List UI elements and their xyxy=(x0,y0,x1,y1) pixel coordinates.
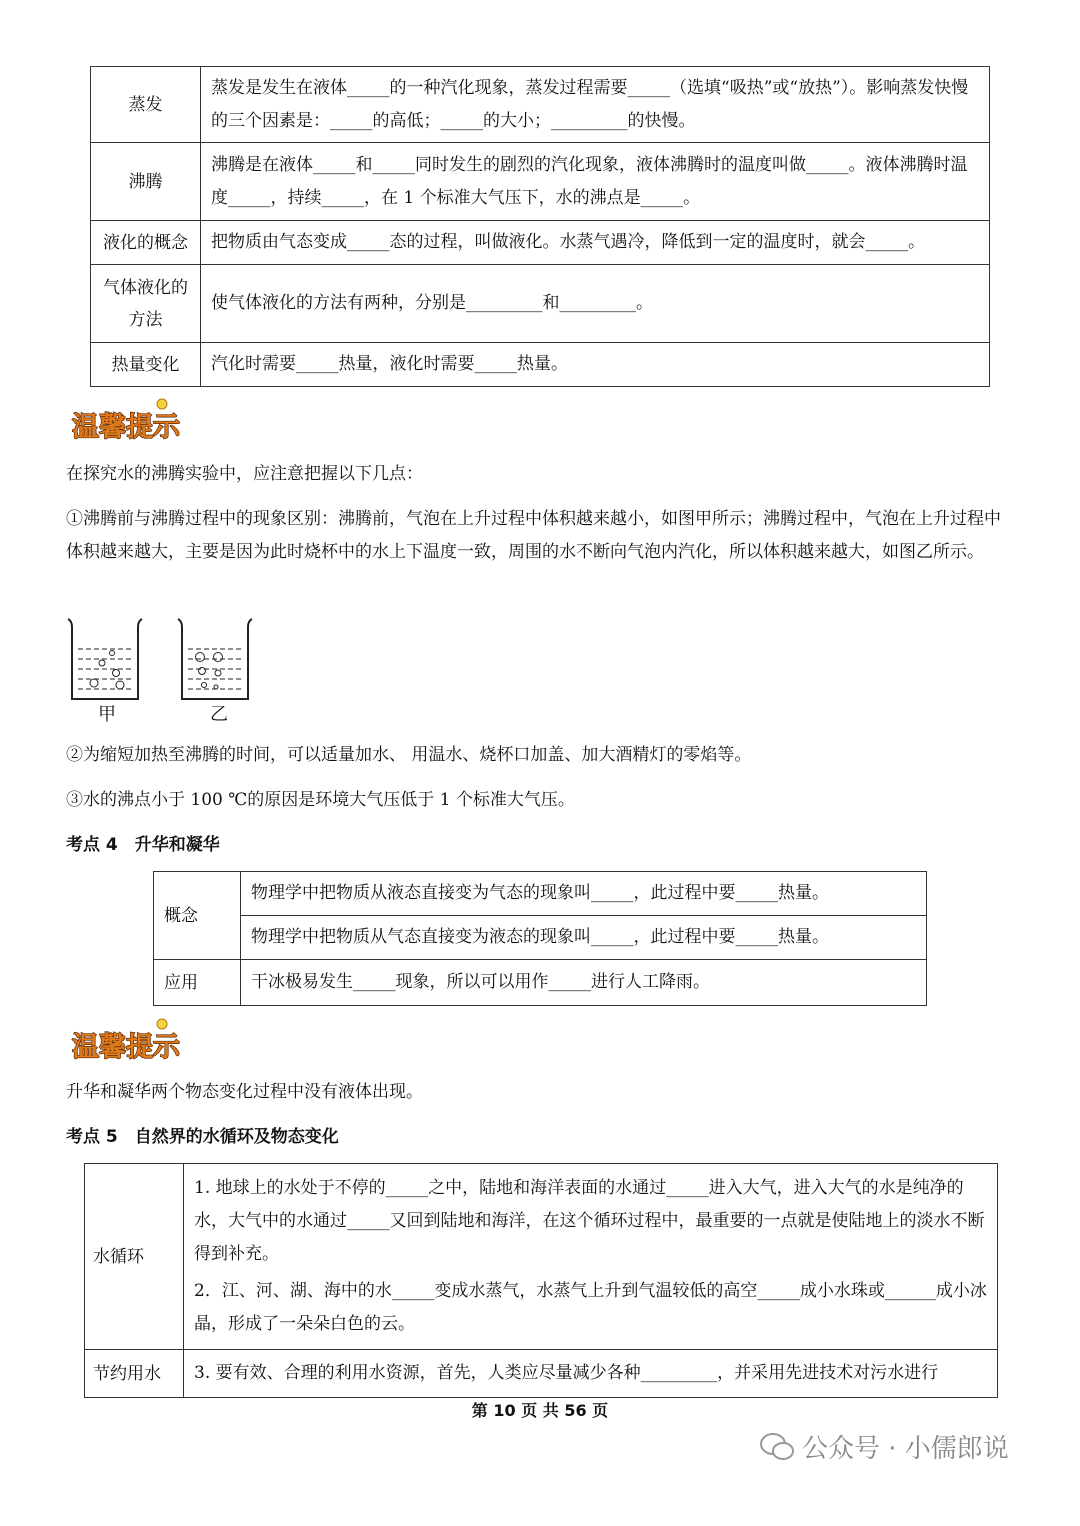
tip1-intro: 在探究水的沸腾实验中，应注意把握以下几点： xyxy=(66,464,423,484)
row-label: 沸腾 xyxy=(91,143,201,221)
row-content: 使气体液化的方法有两种，分别是_________和_________。 xyxy=(201,265,990,343)
evaporation-boiling-table xyxy=(90,66,990,387)
tip2-text: 升华和凝华两个物态变化过程中没有液体出现。 xyxy=(66,1082,423,1102)
row-label: 热量变化 xyxy=(91,343,201,387)
row-content: 蒸发是发生在液体_____的一种汽化现象，蒸发过程需要_____（选填“吸热”或“放热”）。影响蒸发快慢的三个因素是：_____的高低；_____的大小；_________的快慢。 xyxy=(201,67,990,143)
concept-sublimation: 物理学中把物质从液态直接变为气态的现象叫_____，此过程中要_____热量。 xyxy=(241,872,927,916)
water-cycle-point-1: 1. 地球上的水处于不停的_____之中，陆地和海洋表面的水通过_____进入大气，进入大气的水是纯净的水，大气中的水通过_____又回到陆地和海洋，在这个循环过程中，最重要的一点就是使陆地上的淡水不断得到补充。 xyxy=(194,1178,985,1264)
section-4-heading: 考点 4 升华和凝华 xyxy=(66,835,220,855)
water-cycle-label: 水循环 xyxy=(85,1164,184,1350)
table-row xyxy=(91,67,990,143)
lightbulb-icon xyxy=(157,399,167,409)
row-content: 沸腾是在液体_____和_____同时发生的剧烈的汽化现象，液体沸腾时的温度叫做_____。液体沸腾时温度_____，持续_____，在 1 个标准大气压下，水的沸点是_____。 xyxy=(201,143,990,221)
row-label: 气体液化的方法 xyxy=(91,265,201,343)
concept-deposition: 物理学中把物质从气态直接变为液态的现象叫_____，此过程中要_____热量。 xyxy=(241,916,927,960)
tip1-point-2: ②为缩短加热至沸腾的时间，可以适量加水、 用温水、烧杯口加盖、加大酒精灯的零焰等。 xyxy=(66,745,752,765)
table-row xyxy=(91,221,990,265)
row-label: 蒸发 xyxy=(91,67,201,143)
tip1-point-1: ①沸腾前与沸腾过程中的现象区别：沸腾前，气泡在上升过程中体积越来越小，如图甲所示；沸腾过程中，气泡在上升过程中体积越来越大，主要是因为此时烧杯中的水上下温度一致，周围的水不断向气泡内汽化，所以体积越来越大，如图乙所示。 xyxy=(66,509,1001,562)
save-water-label: 节约用水 xyxy=(85,1350,184,1398)
lightbulb-icon xyxy=(157,1019,167,1029)
water-cycle-point-2: 2．江、河、湖、海中的水_____变成水蒸气，水蒸气上升到气温较低的高空_____成小水珠或______成小冰晶，形成了一朵朵白色的云。 xyxy=(194,1281,987,1334)
watermark-text: 公众号 · 小儒郎说 xyxy=(802,1434,1009,1464)
sublimation-table xyxy=(153,871,927,1006)
figure-a-caption: 甲 xyxy=(98,704,116,725)
table-row xyxy=(91,143,990,221)
row-content: 把物质由气态变成_____态的过程，叫做液化。水蒸气遇冷，降低到一定的温度时，就会_____。 xyxy=(201,221,990,265)
section-5-heading: 考点 5 自然界的水循环及物态变化 xyxy=(66,1127,339,1147)
table-row xyxy=(154,872,927,916)
watermark xyxy=(760,1428,1009,1465)
save-water-point: 3. 要有效、合理的利用水资源，首先，人类应尽量减少各种_________，并采用先进技术对污水进行 xyxy=(184,1350,998,1398)
table-row xyxy=(91,265,990,343)
beaker-figure-b xyxy=(174,615,254,703)
concept-label: 概念 xyxy=(154,872,241,960)
beaker-figure-a xyxy=(64,615,144,703)
warm-tip-logo xyxy=(70,1018,190,1064)
wechat-icon xyxy=(760,1432,794,1462)
application-content: 干冰极易发生_____现象，所以可以用作_____进行人工降雨。 xyxy=(241,960,927,1006)
warm-tip-logo xyxy=(70,398,190,444)
table-row xyxy=(85,1350,998,1398)
row-label: 液化的概念 xyxy=(91,221,201,265)
warm-tip-label: 温馨提示 xyxy=(72,412,180,443)
page-footer: 第 10 页 共 56 页 xyxy=(471,1401,609,1420)
table-row xyxy=(154,960,927,1006)
table-row xyxy=(91,343,990,387)
application-label: 应用 xyxy=(154,960,241,1006)
water-cycle-table xyxy=(84,1163,998,1398)
tip1-point-3: ③水的沸点小于 100 ℃的原因是环境大气压低于 1 个标准大气压。 xyxy=(66,790,575,810)
table-row xyxy=(154,916,927,960)
warm-tip-label: 温馨提示 xyxy=(72,1032,180,1063)
table-row xyxy=(85,1164,998,1350)
figure-b-caption: 乙 xyxy=(210,704,228,725)
row-content: 汽化时需要_____热量，液化时需要_____热量。 xyxy=(201,343,990,387)
